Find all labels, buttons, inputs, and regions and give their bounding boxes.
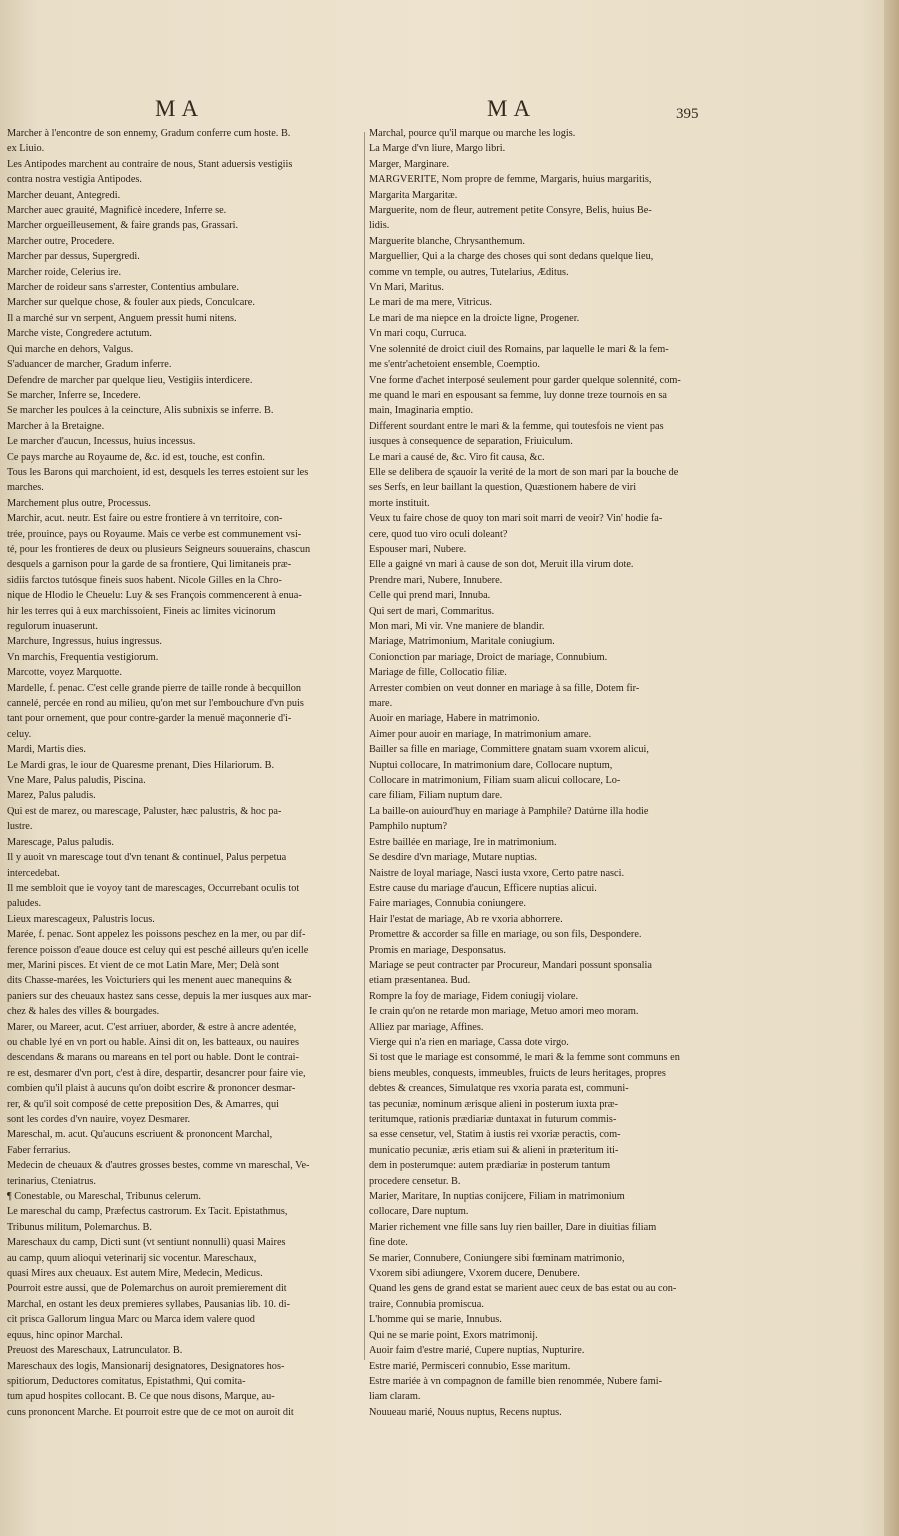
entry-line: cere, quod tuo viro oculi doleant? [369,528,508,540]
entry-line: Qui ne se marie point, Exors matrimonij. [369,1329,538,1341]
entry-line: Nouueau marié, Nouus nuptus, Recens nuptus. [369,1406,562,1418]
entry-line: paniers sur des cheuaux hastez sans cesse, depuis la mer iusques aux mar- [7,990,312,1002]
entry-line: Mardelle, f. penac. C'est celle grande pierre de taille ronde à becquillon [7,682,302,694]
entry-line: Naistre de loyal mariage, Nasci iusta vxore, Certo patre nasci. [369,867,625,879]
entry-line: Nuptui collocare, In matrimonium dare, Collocare nuptum, [369,759,613,771]
entry-line: Tous les Barons qui marchoient, id est, desquels les terres estoient sur les [7,466,309,478]
entry-line: Marcotte, voyez Marquotte. [7,667,122,679]
entry-line: Medecin de cheuaux & d'autres grosses bestes, comme vn mareschal, Ve- [7,1160,310,1172]
entry-line: mare. [369,698,393,710]
entry-line: quasi Mires aux cheuaux. Est autem Mire, Medecin, Medicus. [7,1268,263,1280]
entry-line: La Marge d'vn liure, Margo libri. [369,143,506,155]
entry-line: Le mari de ma mere, Vitricus. [369,297,492,309]
entry-line: Estre marié, Permisceri connubio, Esse maritum. [369,1360,571,1372]
entry-line: Marger, Marginare. [369,158,450,170]
entry-line: Marcher de roideur sans s'arrester, Contentius ambulare. [7,282,239,294]
entry-line: me quand le mari en espousant sa femme, luy donne treze tournois en sa [369,389,667,401]
entry-line: té, pour les frontieres de deux ou plusieurs Seigneurs souuerains, chascun [7,543,311,555]
entry-line: Promis en mariage, Desponsatus. [369,944,506,956]
entry-line: terinarius, Cteniatrus. [7,1175,96,1187]
entry-line: Qui est de marez, ou marescage, Paluster, hæc palustris, & hoc pa- [7,805,282,817]
page-edge [884,0,899,1536]
entry-line: Marier, Maritare, In nuptias conijcere, Filiam in matrimonium [369,1191,625,1203]
entry-line: care filiam, Filiam nuptum dare. [369,790,503,802]
entry-line: collocare, Dare nuptum. [369,1206,469,1218]
entry-line: teritumque, rationis prædiariæ duntaxat in futurum commis- [369,1114,617,1125]
entry-line: Vne forme d'achet interposé seulement pour garder quelque solennité, com- [369,374,681,386]
entry-line: Il a marché sur vn serpent, Anguem pressit humi nitens. [7,312,237,324]
entry-line: Vn Mari, Maritus. [369,282,444,294]
page-heading-right: MA [487,96,537,121]
entry-line: iusques à consequence de separation, Friuiculum. [369,436,573,448]
entry-line: Le marcher d'aucun, Incessus, huius incessus. [7,436,196,448]
entry-line: regulorum inuaserunt. [7,621,98,632]
entry-line: Le Mardi gras, le iour de Quaresme prenant, Dies Hilariorum. B. [7,759,275,771]
entry-line: nique de Hlodio le Cheuelu: Luy & ses François commencerent à enua- [7,590,302,602]
entry-line: Se marier, Connubere, Coniungere sibi fœminam matrimonio, [369,1252,625,1264]
entry-line: Auoir en mariage, Habere in matrimonio. [369,713,540,725]
entry-line: descendans & marans ou mareans en tel port ou hable. Dont le contrai- [7,1052,299,1064]
entry-line: Marcher orgueilleusement, & faire grands pas, Grassari. [7,220,239,232]
entry-line: Mareschaux des logis, Mansionarij designatores, Designatores hos- [7,1360,285,1372]
entry-line: Conionction par mariage, Droict de mariage, Connubium. [369,651,608,663]
entry-line: Se desdire d'vn mariage, Mutare nuptias. [369,852,537,864]
entry-line: ses Serfs, en leur baillant la question, Quæstionem habere de viri [369,482,637,494]
entry-line: L'homme qui se marie, Innubus. [369,1314,502,1326]
entry-line: Marguellier, Qui a la charge des choses qui sont dedans quelque lieu, [369,251,654,263]
entry-line: biens meubles, conquests, immeubles, fruicts de leurs heritages, propres [369,1067,666,1079]
entry-line: Prendre mari, Nubere, Innubere. [369,574,503,586]
entry-line: Marchement plus outre, Processus. [7,497,151,509]
entry-line: spitiorum, Deductores comitatus, Epistathmi, Qui comita- [7,1375,246,1387]
entry-line: Margarita Margaritæ. [369,189,458,201]
entry-line: Mardi, Martis dies. [7,744,86,756]
entry-line: Le mareschal du camp, Præfectus castrorum. Ex Tacit. Epistathmus, [7,1206,288,1218]
entry-line: liam claram. [369,1391,421,1403]
entry-line: lidis. [369,220,390,232]
entry-line: Marcher par dessus, Supergredi. [7,251,140,263]
entry-line: paludes. [7,898,42,910]
entry-line: fine dote. [369,1237,408,1249]
entry-line: Auoir faim d'estre marié, Cupere nuptias, Nupturire. [369,1345,585,1357]
entry-line: ou chable lyé en vn port ou hable. Ainsi dit on, les batteaux, ou nauires [7,1036,299,1048]
entry-line: lustre. [7,821,33,833]
entry-line: hir les terres qui à eux marchissoient, Fineis ac limites vicinorum [7,605,276,617]
entry-line: Marcher deuant, Antegredi. [7,189,121,201]
entry-line: Faber ferrarius. [7,1144,71,1156]
entry-line: trée, prouince, pays ou Royaume. Mais ce verbe est communement vsi- [7,528,302,540]
entry-line: Bailler sa fille en mariage, Committere gnatam suam vxorem alicui, [369,744,649,756]
entry-line: rer, & qu'il soit composé de cette preposition Des, & Amarres, qui [7,1098,279,1110]
entry-line: Mon mari, Mi vir. Vne maniere de blandir. [369,621,545,632]
entry-line: mer, Marini pisces. Et vient de ce mot Latin Mare, Mer; Delà sont [7,959,280,971]
entry-line: Les Antipodes marchent au contraire de nous, Stant aduersis vestigiis [7,158,293,170]
entry-line: Veux tu faire chose de quoy ton mari soit marri de veoir? Vin' hodie fa- [369,513,663,525]
entry-line: Marguerite, nom de fleur, autrement petite Consyre, Belis, huius Be- [369,205,652,217]
entry-line: Vne solennité de droict ciuil des Romains, par laquelle le mari & la fem- [369,343,669,355]
entry-line: Il me sembloit que ie voyoy tant de marescages, Occurrebant oculis tot [7,882,300,894]
entry-line: Tribunus militum, Polemarchus. B. [7,1221,152,1233]
entry-line: intercedebat. [7,867,60,879]
entry-line: traire, Connubia promiscua. [369,1298,484,1310]
entry-line: tas pecuniæ, nominum ærisque alieni in posterum iuxta præ- [369,1098,619,1110]
entry-line: Marchure, Ingressus, huius ingressus. [7,636,163,648]
entry-line: chez & hales des villes & bourgades. [7,1006,160,1018]
entry-line: Marchal, en ostant les deux premieres syllabes, Pausanias lib. 10. di- [7,1298,291,1310]
entry-line: Ce pays marche au Royaume de, &c. id est, touche, est confin. [7,451,265,463]
entry-line: Marier richement vne fille sans luy rien bailler, Dare in diuitias filiam [369,1221,657,1233]
entry-line: Si tost que le mariage est consommé, le mari & la femme sont communs en [369,1052,680,1064]
entry-line: Hair l'estat de mariage, Ab re vxoria abhorrere. [369,913,563,925]
entry-line: re est, desmarer d'vn port, c'est à dire, despartir, desancrer pour faire vie, [7,1067,306,1079]
page-heading-left: MA [155,96,205,121]
entry-line: Defendre de marcher par quelque lieu, Vestigiis interdicere. [7,374,253,386]
entry-line: Marcher auec grauité, Magnificè incedere, Inferre se. [7,205,227,217]
entry-line: Vne Mare, Palus paludis, Piscina. [7,775,146,787]
entry-line: cuns prononcent Marche. Et pourroit estre que de ce mot on auroit dit [7,1406,294,1418]
entry-line: Estre cause du mariage d'aucun, Efficere nuptias alicui. [369,882,597,894]
entry-line: Ie crain qu'on ne retarde mon mariage, Metuo amori meo moram. [369,1006,639,1018]
entry-line: cannelé, percée en rond au milieu, qu'on met sur l'embouchure d'vn puis [7,698,304,710]
entry-line: ¶ Conestable, ou Mareschal, Tribunus celerum. [7,1191,201,1203]
entry-line: Mareschal, m. acut. Qu'aucuns escriuent & prononcent Marchal, [7,1129,273,1141]
left-column [7,126,362,1420]
entry-line: Qui marche en dehors, Valgus. [7,343,134,355]
entry-line: Estre baillée en mariage, Ire in matrimonium. [369,836,557,848]
entry-line: Se marcher, Inferre se, Incedere. [7,389,141,401]
entry-line: Marcher roide, Celerius ire. [7,266,122,278]
page-number: 395 [676,106,699,122]
entry-line: ex Liuio. [7,143,45,155]
entry-line: comme vn temple, ou autres, Tutelarius, Æditus. [369,266,569,278]
entry-line: Pamphilo nuptum? [369,821,448,833]
entry-line: debtes & creances, Simulatque res vxoria parata est, communi- [369,1083,629,1095]
entry-line: Aimer pour auoir en mariage, In matrimonium amare. [369,728,592,740]
entry-line: municatio pecuniæ, æris etiam sui & alieni in præteritum iti- [369,1144,619,1156]
entry-line: Marchir, acut. neutr. Est faire ou estre frontiere à vn territoire, con- [7,513,283,525]
entry-line: Il y auoit vn marescage tout d'vn tenant & continuel, Palus perpetua [7,852,287,864]
entry-line: Mariage de fille, Collocatio filiæ. [369,667,507,679]
entry-line: La baille-on auiourd'huy en mariage à Pamphile? Datúrne illa hodie [369,805,649,817]
entry-line: combien qu'il plaist à aucuns qu'on doibt escrire & prononcer desmar- [7,1083,296,1095]
entry-line: Marée, f. penac. Sont appelez les poissons peschez en la mer, ou par dif- [7,929,306,941]
entry-line: sidiis farctos tutósque fineis suos habent. Nicole Gilles en la Chro- [7,574,282,586]
entry-line: desquels a garnison pour la garde de sa frontiere, Qui limitaneis præ- [7,559,292,571]
entry-line: S'aduancer de marcher, Gradum inferre. [7,359,172,371]
entry-line: Lieux marescageux, Palustris locus. [7,913,155,925]
entry-line: Preuost des Mareschaux, Latrunculator. B. [7,1345,183,1357]
entry-line: Marcher à la Bretaigne. [7,420,105,432]
entry-line: Espouser mari, Nubere. [369,543,467,555]
entry-line: Mariage se peut contracter par Procureur, Mandari possunt sponsalia [369,959,652,971]
entry-line: dem in posterumque: autem prædiariæ in posterum tantum [369,1160,611,1172]
entry-line: Se marcher les poulces à la ceincture, Alis subnixis se inferre. B. [7,405,274,417]
entry-line: main, Imaginaria emptio. [369,405,474,417]
column-divider [364,132,365,1360]
entry-line: Mariage, Matrimonium, Maritale coniugium. [369,636,555,648]
entry-line: Marez, Palus paludis. [7,790,96,802]
entry-line: Marche viste, Congredere actutum. [7,328,152,340]
entry-line: cit prisca Gallorum lingua Marc ou Marca idem valere quod [7,1314,255,1326]
entry-line: tum apud hospites collocant. B. Ce que nous disons, Marque, au- [7,1391,275,1403]
entry-line: Vn mari coqu, Curruca. [369,328,467,340]
entry-line: Marchal, pource qu'il marque ou marche les logis. [369,128,576,139]
entry-line: Celle qui prend mari, Innuba. [369,590,491,602]
entry-line: au camp, quum alioqui veterinarij sic vocentur. Mareschaux, [7,1252,257,1264]
entry-line: morte instituit. [369,497,430,509]
entry-line: celuy. [7,728,32,740]
entry-line: Mareschaux du camp, Dicti sunt (vt sentiunt nonnulli) quasi Maires [7,1237,286,1249]
entry-line: Collocare in matrimonium, Filiam suam alicui collocare, Lo- [369,775,621,787]
entry-line: me s'entr'achetoient ensemble, Coemptio. [369,359,540,371]
entry-line: Pourroit estre aussi, que de Polemarchus on auroit premierement dit [7,1283,287,1295]
entry-line: Alliez par mariage, Affines. [369,1021,484,1033]
entry-line: Arrester combien on veut donner en mariage à sa fille, Dotem fir- [369,682,640,694]
entry-line: Marguerite blanche, Chrysanthemum. [369,235,525,247]
entry-line: Elle a gaigné vn mari à cause de son dot, Meruit illa virum dote. [369,559,634,571]
entry-line: Le mari a causé de, &c. Viro fit causa, &c. [369,451,545,463]
entry-line: Promettre & accorder sa fille en mariage, ou son fils, Despondere. [369,929,642,941]
entry-line: Marescage, Palus paludis. [7,836,114,848]
entry-line: Rompre la foy de mariage, Fidem coniugij violare. [369,990,579,1002]
entry-line: equus, hinc opinor Marchal. [7,1329,123,1341]
entry-line: sa esse censetur, vel, Statim à iustis rei vxoriæ peractis, com- [369,1129,621,1141]
entry-line: dits Chasse-marées, les Voicturiers qui les menent auec manequins & [7,975,293,987]
entry-line: sont les cordes d'vn nauire, voyez Desmarer. [7,1114,191,1125]
entry-line: tant pour ornement, que pour contre-garder la menuë maçonnerie d'i- [7,713,292,725]
entry-line: MARGVERITE, Nom propre de femme, Margaris, huius margaritis, [369,174,652,186]
entry-line: Qui sert de mari, Commaritus. [369,605,495,617]
entry-line: Vn marchis, Frequentia vestigiorum. [7,651,159,663]
entry-line: Vierge qui n'a rien en mariage, Cassa dote virgo. [369,1036,569,1048]
entry-line: Faire mariages, Connubia coniungere. [369,898,526,910]
entry-line: contra nostra vestigia Antipodes. [7,174,142,186]
entry-line: ference poisson d'eaue douce est celuy qui est pesché ailleurs qu'en icelle [7,944,309,956]
entry-line: etiam præsentanea. Bud. [369,975,471,987]
entry-line: procedere censetur. B. [369,1175,461,1187]
entry-line: Le mari de ma niepce en la droicte ligne, Progener. [369,312,580,324]
entry-line: Elle se delibera de sçauoir la verité de la mort de son mari par la bouche de [369,466,679,478]
right-column [369,126,687,1420]
entry-line: marches. [7,482,44,494]
entry-line: Vxorem sibi adiungere, Vxorem ducere, Denubere. [369,1268,580,1280]
entry-line: Quand les gens de grand estat se marient auec ceux de bas estat ou au con- [369,1283,677,1295]
entry-line: Marcher sur quelque chose, & fouler aux pieds, Conculcare. [7,297,255,309]
entry-line: Estre mariée à vn compagnon de famille bien renommée, Nubere fami- [369,1375,663,1387]
entry-line: Different sourdant entre le mari & la femme, qui toutesfois ne vient pas [369,420,664,432]
entry-line: Marcher à l'encontre de son ennemy, Gradum conferre cum hoste. B. [7,128,291,139]
entry-line: Marcher outre, Procedere. [7,235,115,247]
entry-line: Marer, ou Mareer, acut. C'est arriuer, aborder, & estre à ancre adentée, [7,1021,297,1033]
